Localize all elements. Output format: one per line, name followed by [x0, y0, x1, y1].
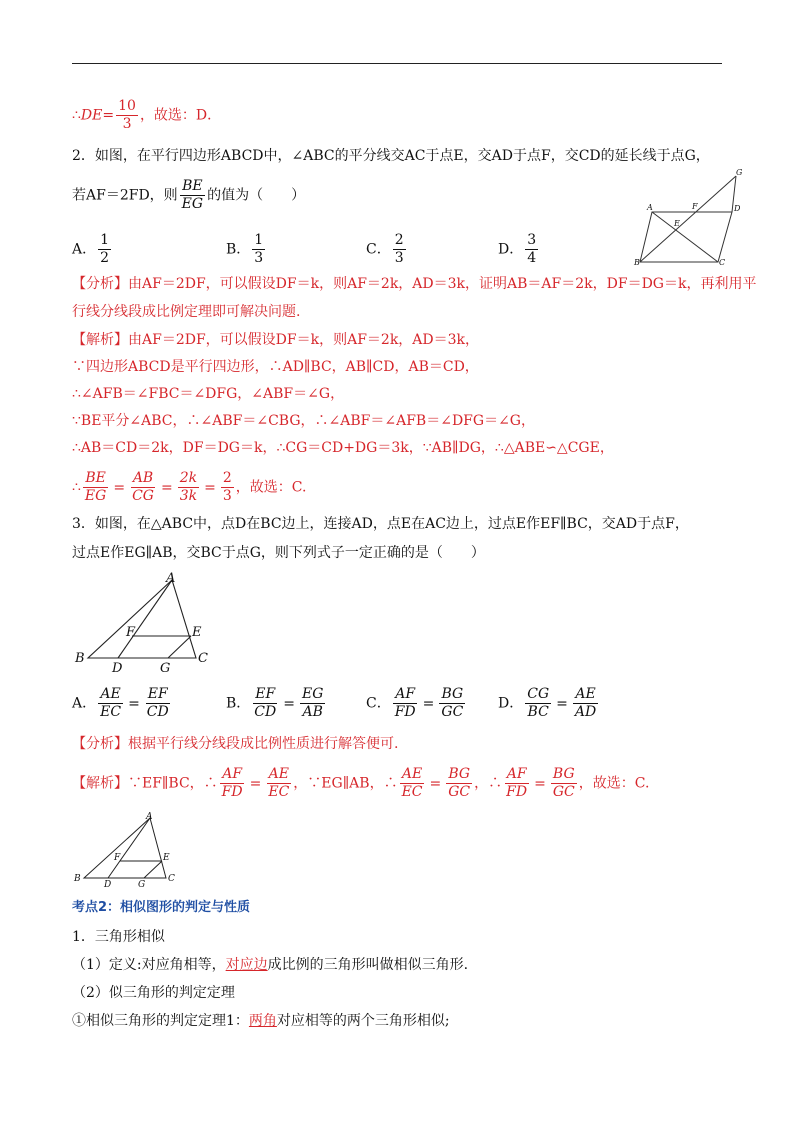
label-d: D [112, 661, 123, 676]
q3-triangle-figure [70, 570, 220, 678]
q2-solution-line6: ∴ $\frac{BE}{EG}$ = $\frac{AB}{CG}$ = $\frac{2k}{3k}$ = $\frac{2}{3}$ ，故选：C. [72, 470, 307, 504]
q2-option-b[interactable]: B． $\frac{1}{3}$ [226, 232, 264, 266]
label-f: F [126, 625, 136, 640]
section-title: 考点2：相似图形的判定与性质 [72, 900, 251, 915]
q3-option-a[interactable]: A． $\frac{AE}{EC}$ = $\frac{EF}{CD}$ [72, 686, 169, 720]
solution-tag: 【解析】 [72, 775, 128, 792]
svg-text:E: E [163, 853, 170, 863]
q3-analysis: 【分析】根据平行线分线段成比例性质进行解答便可. [72, 736, 399, 752]
q2-solution-line1: 【解析】由AF＝2DF，可以假设DF＝k，则AF＝2k，AD＝3k， [72, 332, 480, 348]
q2-line2: 若AF＝2FD，则 $\frac{BE}{EG}$ 的值为（ ） [72, 178, 306, 212]
q3-line1: 3．如图，在△ABC中，点D在BC边上，连接AD，点E在AC边上，过点E作EF∥BC，交AD于点F， [72, 516, 689, 532]
label-g: G [736, 168, 743, 177]
fraction-10-3: $\frac{10}{3}$ [118, 98, 136, 132]
answer-tail: ，故选：D． [139, 107, 222, 124]
section-definition: （1）定义:对应角相等，对应边成比例的三角形叫做相似三角形. [72, 957, 469, 973]
analysis-tag: 【分析】 [72, 276, 128, 292]
equals: = [102, 107, 115, 124]
label-b: B [634, 258, 640, 266]
label-c: C [719, 258, 726, 266]
q2-option-d[interactable]: D． $\frac{3}{4}$ [498, 232, 537, 266]
q3-option-c[interactable]: C． $\frac{AF}{FD}$ = $\frac{BG}{GC}$ [366, 686, 464, 720]
segment-ad [118, 580, 172, 658]
label-f: F [692, 202, 698, 211]
svg-text:B: B [74, 874, 81, 884]
segment-eg [168, 636, 191, 658]
diagonal-ac [652, 212, 718, 262]
q2-parallelogram-figure [628, 166, 748, 266]
q2-analysis-line2: 行线分线段成比例定理即可解决问题. [72, 304, 301, 320]
label-d: D [734, 204, 741, 213]
header-rule [72, 63, 722, 64]
label-g: G [160, 661, 171, 676]
var-de: DE [80, 107, 103, 124]
q2-solution-line2: ∵四边形ABCD是平行四边形，∴AD∥BC，AB∥CD，AB＝CD， [72, 359, 479, 375]
q2-solution-line4: ∵BE平分∠ABC，∴∠ABF＝∠CBG，∴∠ABF＝∠AFB＝∠DFG＝∠G， [72, 413, 535, 429]
label-c: C [198, 651, 208, 666]
q2-solution-line3: ∴∠AFB＝∠FBC＝∠DFG，∠ABF＝∠G， [72, 386, 345, 402]
therefore-symbol: ∴ [72, 107, 81, 124]
section-sub2: （2）似三角形的判定定理 [72, 985, 235, 1001]
svg-text:F: F [114, 853, 121, 863]
q2-option-c[interactable]: C． $\frac{2}{3}$ [366, 232, 404, 266]
svg-text:G: G [138, 880, 146, 888]
label-e: E [674, 219, 680, 228]
q2-analysis-line1: 【分析】由AF＝2DF，可以假设DF＝k，则AF＝2k，AD＝3k，证明AB＝AF＝2k，DF＝DG＝k，再利用平 [72, 276, 757, 292]
solution-tag: 【解析】 [72, 332, 128, 348]
q2-fraction: $\frac{BE}{EG}$ [181, 178, 204, 212]
label-b: B [75, 651, 85, 666]
svg-text:D: D [104, 880, 112, 888]
q3-triangle-figure-small [70, 812, 180, 888]
svg-text:A: A [146, 812, 153, 822]
q3-line2: 过点E作EG∥AB，交BC于点G，则下列式子一定正确的是（ ） [72, 545, 485, 561]
label-a: A [647, 203, 653, 212]
label-e: E [192, 625, 202, 640]
svg-text:C: C [168, 874, 175, 884]
section-item1: 1．三角形相似 [72, 929, 165, 945]
q2-solution-line5: ∴AB＝CD＝2k，DF＝DG＝k，∴CG＝CD+DG＝3k，∵AB∥DG，∴△ABE∽△CGE， [72, 440, 614, 456]
prev-answer-line [72, 98, 221, 133]
q2-line1: 2．如图，在平行四边形ABCD中，∠ABC的平分线交AC于点E，交AD于点F，交CD的延长线于点G， [72, 148, 710, 164]
label-a: A [166, 571, 176, 586]
q3-solution: 【解析】∵EF∥BC，∴ $\frac{AF}{FD}$ = $\frac{AE}{EC}$ ，∵EG∥AB，∴ $\frac{AE}{EC}$ = $\frac{BG}{GC}$ ，∴ $\frac{AF}{FD}$ = $\frac{BG}{GC}$ ，故选：C. [72, 766, 650, 800]
q2-option-a[interactable]: A． $\frac{1}{2}$ [72, 232, 110, 266]
analysis-tag: 【分析】 [72, 736, 128, 752]
parallelogram-abcd [640, 212, 732, 262]
q3-option-d[interactable]: D． $\frac{CG}{BC}$ = $\frac{AE}{AD}$ [498, 686, 597, 720]
q3-option-b[interactable]: B． $\frac{EF}{CD}$ = $\frac{EG}{AB}$ [226, 686, 324, 720]
section-theorem1: ①相似三角形的判定定理1：两角对应相等的两个三角形相似; [72, 1013, 450, 1029]
